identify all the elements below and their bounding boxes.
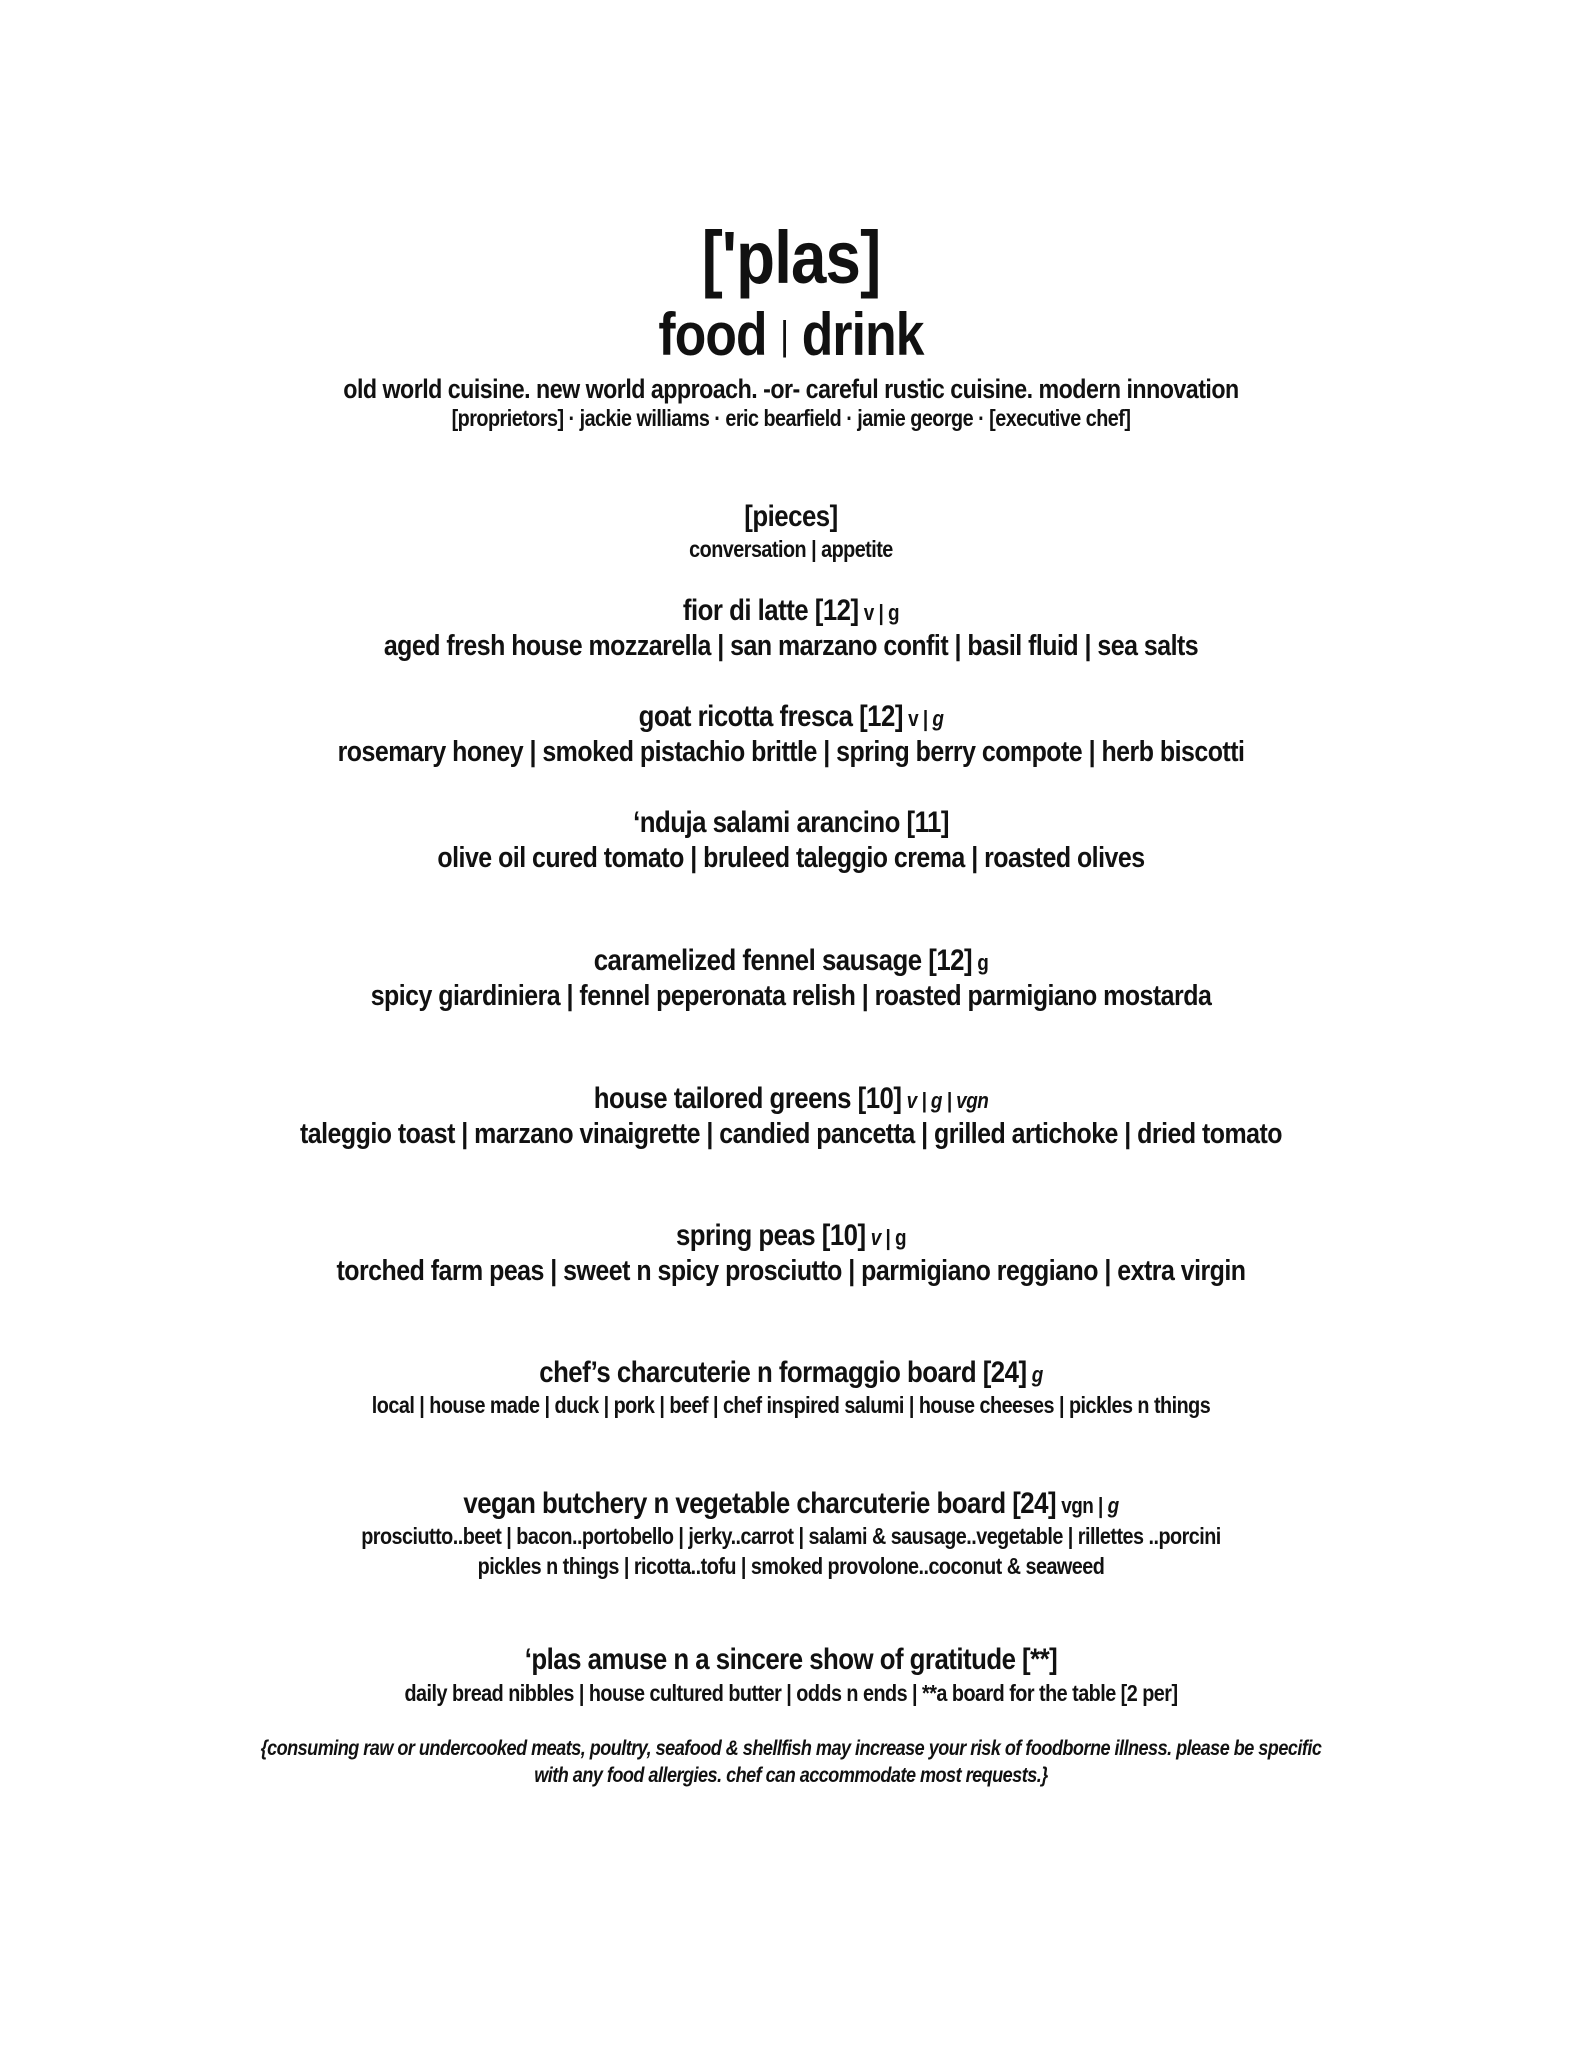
dietary-tag: v | bbox=[908, 706, 933, 731]
menu-item-description: spicy giardiniera | fennel peperonata relish | roasted parmigiano mostarda bbox=[370, 980, 1212, 1012]
item-name-text: ‘plas amuse n a sincere show of gratitude [**] bbox=[524, 1643, 1058, 1676]
menu-item-description: torched farm peas | sweet n spicy prosciutto | parmigiano reggiano | extra virgin bbox=[336, 1255, 1246, 1287]
menu-item-name bbox=[111, 1643, 1472, 1677]
item-name-text: spring peas [10] bbox=[675, 1219, 866, 1252]
proprietors-line: [proprietors] · jackie williams · eric bearfield · jamie george · [executive chef] bbox=[451, 405, 1131, 431]
dietary-tag: | g bbox=[880, 1225, 907, 1250]
dietary-tag-italic: v | g | vgn bbox=[906, 1088, 989, 1113]
menu-item-description: daily bread nibbles | house cultured butter | odds n ends | **a board for the table [2 per] bbox=[404, 1680, 1178, 1706]
menu-item-description: local | house made | duck | pork | beef | chef inspired salumi | house cheeses | pickles n things bbox=[371, 1392, 1211, 1418]
dietary-tag-italic: g bbox=[1107, 1493, 1119, 1518]
dietary-tags bbox=[871, 1225, 906, 1250]
dietary-tags bbox=[1061, 1493, 1118, 1518]
item-name-text: vegan butchery n vegetable charcuterie board [24] bbox=[463, 1487, 1057, 1520]
item-name-text: house tailored greens [10] bbox=[593, 1082, 902, 1115]
menu-item-name bbox=[111, 1219, 1472, 1253]
dietary-tags bbox=[907, 1088, 989, 1113]
dietary-tag-italic: g bbox=[932, 706, 944, 731]
menu-item-description: rosemary honey | smoked pistachio brittle | spring berry compote | herb biscotti bbox=[337, 736, 1245, 768]
subtitle-drink: drink bbox=[801, 301, 924, 368]
menu-item-name bbox=[111, 1082, 1472, 1116]
subtitle-food: food bbox=[658, 301, 767, 368]
item-name-text: chef’s charcuterie n formaggio board [24] bbox=[539, 1356, 1027, 1389]
menu-item-name bbox=[111, 594, 1472, 628]
item-name-text: caramelized fennel sausage [12] bbox=[593, 944, 973, 977]
tagline: old world cuisine. new world approach. -or- careful rustic cuisine. modern innovation bbox=[343, 374, 1239, 404]
dietary-tags: v | g bbox=[863, 600, 900, 625]
item-name-text: ‘nduja salami arancino [11] bbox=[633, 806, 949, 839]
dietary-tags: g bbox=[977, 950, 989, 975]
dietary-tags bbox=[908, 706, 943, 731]
menu-item-description: taleggio toast | marzano vinaigrette | candied pancetta | grilled artichoke | dried tomato bbox=[299, 1118, 1283, 1150]
menu-item-description: olive oil cured tomato | bruleed taleggio crema | roasted olives bbox=[437, 842, 1145, 874]
allergy-disclaimer: {consuming raw or undercooked meats, poultry, seafood & shellfish may increase your risk of foodborne illness. please be specific bbox=[260, 1737, 1322, 1760]
menu-item-name bbox=[111, 1487, 1472, 1521]
item-name-text: fior di latte [12] bbox=[682, 594, 859, 627]
dietary-tags bbox=[1032, 1362, 1043, 1387]
menu-item-description: aged fresh house mozzarella | san marzano confit | basil fluid | sea salts bbox=[383, 630, 1199, 662]
restaurant-subtitle bbox=[111, 300, 1472, 369]
menu-item-description: prosciutto..beet | bacon..portobello | jerky..carrot | salami & sausage..vegetable | rillettes ..porcini bbox=[361, 1523, 1221, 1549]
subtitle-separator: | bbox=[780, 314, 789, 358]
dietary-tag: vgn | bbox=[1061, 1493, 1108, 1518]
menu-item-name bbox=[111, 944, 1472, 978]
menu-item-name bbox=[111, 806, 1472, 840]
dietary-tag-italic: v bbox=[870, 1225, 881, 1250]
section-title: [pieces] bbox=[744, 500, 838, 533]
menu-item-description-continued: pickles n things | ricotta..tofu | smoked provolone..coconut & seaweed bbox=[477, 1553, 1105, 1579]
allergy-disclaimer-continued: with any food allergies. chef can accommodate most requests.} bbox=[534, 1764, 1048, 1787]
dietary-tag-italic: g bbox=[1031, 1362, 1043, 1387]
item-name-text: goat ricotta fresca [12] bbox=[638, 700, 903, 733]
menu-item-name bbox=[111, 700, 1472, 734]
menu-item-name bbox=[111, 1356, 1472, 1390]
section-subtitle: conversation | appetite bbox=[689, 536, 893, 562]
restaurant-name: ['plas] bbox=[701, 216, 881, 299]
